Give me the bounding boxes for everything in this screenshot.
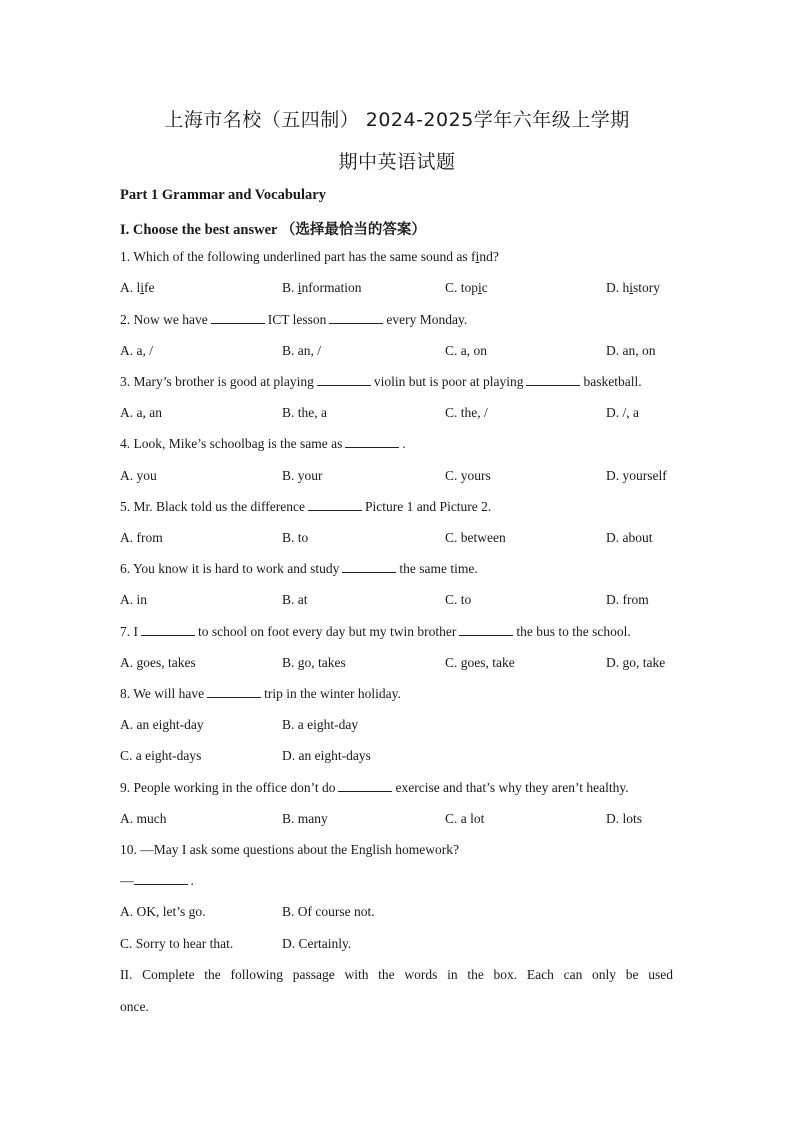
part-heading: Part 1 Grammar and Vocabulary: [120, 187, 326, 203]
option-d[interactable]: D. from: [606, 592, 649, 607]
section-2-instruction-cont: once.: [120, 999, 149, 1014]
option-b[interactable]: B. a eight-day: [282, 717, 359, 732]
question-1: [120, 249, 499, 265]
option-c[interactable]: C. to: [445, 592, 472, 607]
option-b[interactable]: B. to: [282, 530, 309, 545]
section-2-instruction: II. Complete the following passage with the words in the box. Each can only be used: [120, 967, 673, 982]
option-d[interactable]: D. /, a: [606, 405, 639, 420]
section-heading: I. Choose the best answer （选择最恰当的答案）: [120, 222, 426, 238]
answer-blank[interactable]: [342, 561, 396, 573]
option-a[interactable]: A. an eight-day: [120, 717, 204, 732]
option-a[interactable]: A. life: [120, 280, 155, 295]
option-b[interactable]: B. an, /: [282, 343, 321, 358]
document-subtitle: 期中英语试题: [338, 151, 456, 173]
option-a[interactable]: A. goes, takes: [120, 655, 196, 670]
question-5: 5. Mr. Black told us the difference Picture 1 and Picture 2.: [120, 499, 492, 514]
option-a[interactable]: A. you: [120, 468, 157, 483]
option-b[interactable]: B. the, a: [282, 405, 327, 420]
option-a[interactable]: A. in: [120, 592, 147, 607]
question-6: 6. You know it is hard to work and study the same time.: [120, 561, 478, 576]
option-d[interactable]: D. about: [606, 530, 653, 545]
answer-blank[interactable]: [207, 686, 261, 698]
option-b[interactable]: B. many: [282, 811, 328, 826]
answer-blank[interactable]: [308, 499, 362, 511]
answer-blank[interactable]: [459, 624, 513, 636]
option-b[interactable]: B. go, takes: [282, 655, 346, 670]
answer-blank[interactable]: [338, 780, 392, 792]
answer-blank[interactable]: [141, 624, 195, 636]
question-2: 2. Now we have ICT lesson every Monday.: [120, 312, 468, 327]
option-d[interactable]: D. history: [606, 280, 661, 295]
document-title: 上海市名校（五四制） 2024-2025学年六年级上学期: [164, 109, 630, 131]
answer-blank[interactable]: [211, 312, 265, 324]
option-a[interactable]: A. a, /: [120, 343, 153, 358]
answer-blank[interactable]: [526, 374, 580, 386]
option-c[interactable]: C. goes, take: [445, 655, 515, 670]
question-text: 1. Which of the following underlined part has the same sound as f: [120, 249, 476, 264]
option-a[interactable]: A. OK, let’s go.: [120, 904, 206, 919]
question-text: nd?: [479, 249, 499, 264]
option-d[interactable]: D. an eight-days: [282, 748, 371, 763]
option-c[interactable]: C. a lot: [445, 811, 485, 826]
question-4: 4. Look, Mike’s schoolbag is the same as .: [120, 436, 406, 451]
option-d[interactable]: D. Certainly.: [282, 936, 352, 951]
answer-blank[interactable]: [317, 374, 371, 386]
option-b[interactable]: B. Of course not.: [282, 904, 375, 919]
option-c[interactable]: C. between: [445, 530, 506, 545]
question-7: 7. I to school on foot every day but my twin brother the bus to the school.: [120, 624, 631, 639]
answer-blank[interactable]: [345, 436, 399, 448]
option-b[interactable]: B. at: [282, 592, 308, 607]
answer-blank[interactable]: [329, 312, 383, 324]
question-3: 3. Mary’s brother is good at playing violin but is poor at playing basketball.: [120, 374, 642, 389]
question-9: 9. People working in the office don’t do exercise and that’s why they aren’t healthy.: [120, 780, 629, 795]
option-c[interactable]: C. yours: [445, 468, 491, 483]
option-a[interactable]: A. from: [120, 530, 163, 545]
option-b[interactable]: B. your: [282, 468, 323, 483]
question-10: 10. —May I ask some questions about the English homework?: [120, 842, 459, 857]
option-c[interactable]: C. a, on: [445, 343, 487, 358]
option-a[interactable]: A. much: [120, 811, 167, 826]
option-c[interactable]: C. Sorry to hear that.: [120, 936, 234, 951]
underlined-letter: i: [475, 249, 480, 264]
option-d[interactable]: D. yourself: [606, 468, 667, 483]
option-a[interactable]: A. a, an: [120, 405, 162, 420]
answer-blank[interactable]: [134, 873, 188, 885]
option-d[interactable]: D. lots: [606, 811, 643, 826]
question-8: 8. We will have trip in the winter holiday.: [120, 686, 401, 701]
option-c[interactable]: C. a eight-days: [120, 748, 202, 763]
question-10-reply: — .: [120, 873, 194, 888]
option-c[interactable]: C. topic: [445, 280, 488, 295]
option-d[interactable]: D. an, on: [606, 343, 656, 358]
option-b[interactable]: B. information: [282, 280, 362, 295]
option-c[interactable]: C. the, /: [445, 405, 488, 420]
option-d[interactable]: D. go, take: [606, 655, 666, 670]
